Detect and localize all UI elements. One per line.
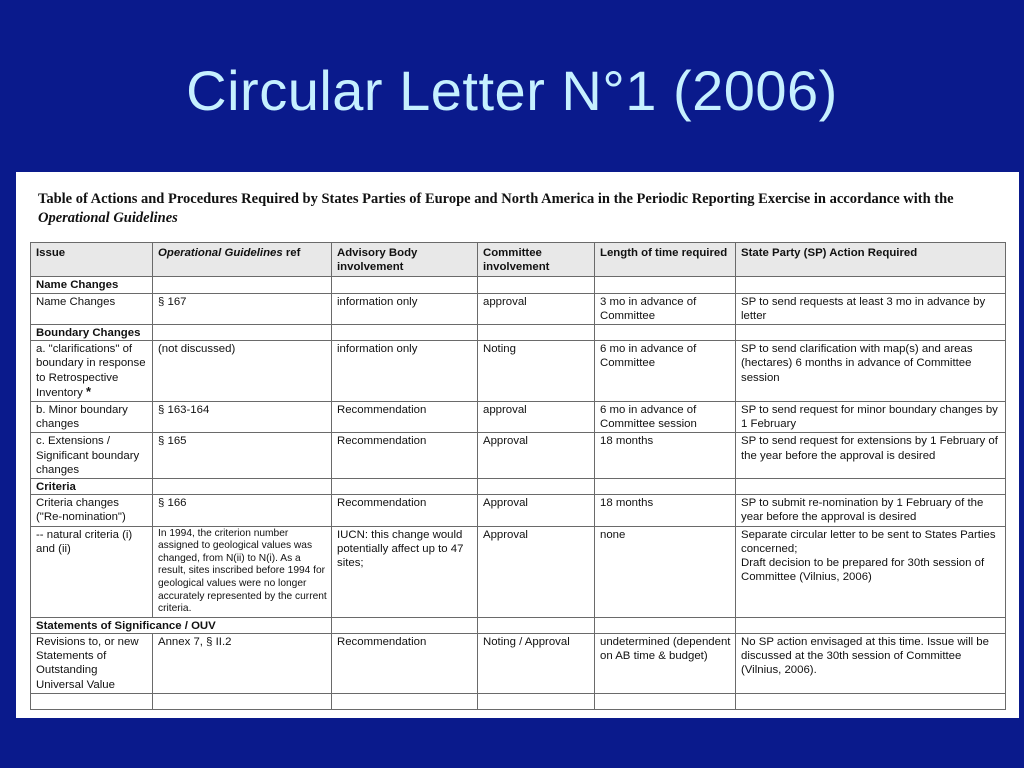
cell-issue: Revisions to, or new Statements of Outstanding Universal Value [31,634,153,694]
table-row [31,634,1006,694]
cell-action-line: Draft decision to be prepared for 30th session of Committee (Vilnius, 2006) [741,557,985,584]
cell-length: 18 months [595,495,736,526]
cell-issue: Name Changes [31,293,153,324]
cell-committee: Noting / Approval [478,634,595,694]
section-row-criteria [31,479,1006,495]
heading-italic: Operational Guidelines [38,210,178,226]
header-og-ref-italic: Operational Guidelines [158,247,283,259]
cell-length: 6 mo in advance of Committee session [595,402,736,433]
cell-length: undetermined (dependent on AB time & budget) [595,634,736,694]
cell-committee: Approval [478,433,595,479]
cell-issue: Criteria changes ("Re-nomination") [31,495,153,526]
cell-issue [31,341,153,402]
table-heading [38,190,978,228]
cell-action: SP to send clarification with map(s) and areas (hectares) 6 months in advance of Committee session [736,341,1006,402]
cell-advisory: Recommendation [332,433,478,479]
table-row [31,402,1006,433]
cell-committee: Approval [478,495,595,526]
header-og-ref [153,243,332,277]
cell-advisory: Recommendation [332,634,478,694]
section-label: Statements of Significance / OUV [31,617,332,633]
cell-action [736,526,1006,617]
cell-length: 3 mo in advance of Committee [595,293,736,324]
header-issue: Issue [31,243,153,277]
cell-ref: In 1994, the criterion number assigned to geological values was changed, from N(ii) to N(i). As a result, sites inscribed before 1994 for geological values were no longer accurately represented by the current criteria. [153,526,332,617]
cell-issue: b. Minor boundary changes [31,402,153,433]
cell-committee: Noting [478,341,595,402]
header-action: State Party (SP) Action Required [736,243,1006,277]
cell-ref: Annex 7, § II.2 [153,634,332,694]
cell-committee: approval [478,402,595,433]
cell-issue-text: a. "clarifications" of boundary in response to Retrospective Inventory [36,343,146,399]
cell-ref: § 166 [153,495,332,526]
document-panel [16,172,1019,718]
section-row-boundary-changes [31,325,1006,341]
cell-action: SP to send request for minor boundary changes by 1 February [736,402,1006,433]
footnote-star: * [86,383,92,399]
table-row [31,433,1006,479]
cell-action: No SP action envisaged at this time. Issue will be discussed at the 30th session of Committee (Vilnius, 2006). [736,634,1006,694]
header-committee: Committee involvement [478,243,595,277]
table-header-row [31,243,1006,277]
cell-action-line: Separate circular letter to be sent to States Parties concerned; [741,528,996,555]
cell-action: SP to submit re-nomination by 1 February of the year before the approval is desired [736,495,1006,526]
table-row [31,293,1006,324]
table-row [31,526,1006,617]
cell-length: none [595,526,736,617]
cell-ref: § 165 [153,433,332,479]
cell-length: 6 mo in advance of Committee [595,341,736,402]
cell-committee: Approval [478,526,595,617]
cell-advisory: information only [332,293,478,324]
heading-main: Table of Actions and Procedures Required by States Parties of Europe and North America in the Periodic Reporting Exercise in accordance with the [38,191,954,207]
section-label: Boundary Changes [31,325,153,341]
header-length: Length of time required [595,243,736,277]
header-og-ref-suffix: ref [282,247,301,259]
cell-advisory: IUCN: this change would potentially affect up to 47 sites; [332,526,478,617]
cell-ref: § 167 [153,293,332,324]
cell-ref: § 163-164 [153,402,332,433]
cell-action: SP to send requests at least 3 mo in advance by letter [736,293,1006,324]
cell-issue: -- natural criteria (i) and (ii) [31,526,153,617]
cell-committee: approval [478,293,595,324]
header-advisory: Advisory Body involvement [332,243,478,277]
cell-issue: c. Extensions / Significant boundary changes [31,433,153,479]
procedures-table [30,242,1006,710]
table-row [31,495,1006,526]
cell-action: SP to send request for extensions by 1 February of the year before the approval is desired [736,433,1006,479]
cell-advisory: information only [332,341,478,402]
table-row [31,341,1006,402]
section-label: Name Changes [31,277,153,293]
cell-advisory: Recommendation [332,495,478,526]
cell-length: 18 months [595,433,736,479]
section-label: Criteria [31,479,153,495]
cell-advisory: Recommendation [332,402,478,433]
blank-row [31,693,1006,709]
section-row-statements [31,617,1006,633]
section-row-name-changes [31,277,1006,293]
slide-title: Circular Letter N°1 (2006) [186,59,838,122]
cell-ref: (not discussed) [153,341,332,402]
